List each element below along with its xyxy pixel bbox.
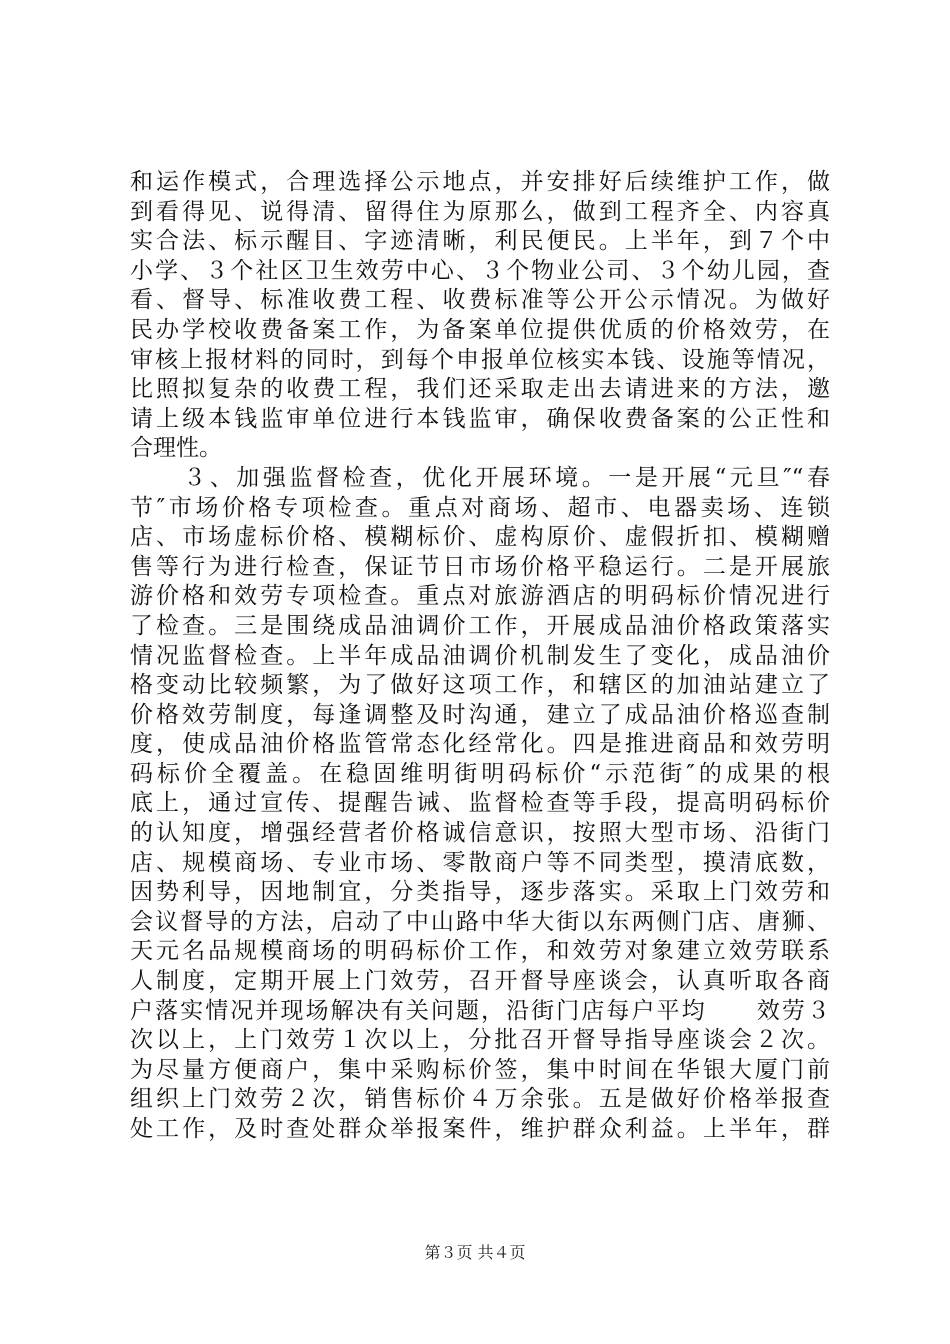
text-line: 度，使成品油价格监管常态化经常化。四是推进商品和效劳明 [130,731,830,758]
text-line: 游价格和效劳专项检查。重点对旅游酒店的明码标价情况进行 [130,583,830,610]
text-line: 节″市场价格专项检查。重点对商场、超市、电器卖场、连锁 [130,494,830,521]
page-footer: 第３页 共４页 [424,1243,526,1262]
text-line: 和运作模式，合理选择公示地点，并安排好后续维护工作，做 [130,169,830,195]
text-line: 的认知度，增强经营者价格诚信意识，按照大型市场、沿街门 [130,820,830,847]
text-line: 合理性。 [130,435,222,462]
text-line: 组织上门效劳２次，销售标价４万余张。五是做好价格举报查 [130,1086,830,1113]
text-line: 为尽量方便商户，集中采购标价签，集中时间在华银大厦门前 [130,1056,830,1083]
text-line: 底上，通过宣传、提醒告诫、监督检查等手段，提高明码标价 [130,790,830,817]
text-line: 因势利导，因地制宜，分类指导，逐步落实。采取上门效劳和 [130,879,830,906]
text-line: 审核上报材料的同时，到每个申报单位核实本钱、设施等情况， [130,346,830,373]
text-line: 售等行为进行检查，保证节日市场价格平稳运行。二是开展旅 [130,553,830,580]
text-line: 处工作，及时查处群众举报案件，维护群众利益。上半年，群 [130,1116,830,1142]
text-line: 请上级本钱监审单位进行本钱监审，确保收费备案的公正性和 [130,405,830,432]
text-line: 了检查。三是围绕成品油调价工作，开展成品油价格政策落实 [130,612,830,639]
text-line: 比照拟复杂的收费工程，我们还采取走出去请进来的方法，邀 [130,376,830,403]
text-line: 看、督导、标准收费工程、收费标准等公开公示情况。为做好 [130,287,830,314]
text-line: 次以上，上门效劳１次以上，分批召开督导指导座谈会２次。 [130,1027,830,1054]
text-line: 店、规模商场、专业市场、零散商户等不同类型，摸清底数， [130,849,830,876]
text-line: 码标价全覆盖。在稳固维明街明码标价“示范街″的成果的根 [130,760,830,787]
text-line: 到看得见、说得清、留得住为原那么，做到工程齐全、内容真 [130,198,830,225]
text-line: 会议督导的方法，启动了中山路中华大街以东两侧门店、唐狮、 [130,908,830,935]
text-line: 人制度，定期开展上门效劳，召开督导座谈会，认真听取各商 [130,968,830,995]
text-line: 价格效劳制度，每逢调整及时沟通，建立了成品油价格巡查制 [130,701,830,728]
text-line: 实合法、标示醒目、字迹清晰，利民便民。上半年，到７个中 [130,228,830,255]
text-line: 民办学校收费备案工作，为备案单位提供优质的价格效劳，在 [130,316,830,343]
text-line: 小学、３个社区卫生效劳中心、３个物业公司、３个幼儿园，查 [130,257,830,284]
text-line: 天元名品规模商场的明码标价工作，和效劳对象建立效劳联系 [130,938,830,965]
text-line: 店、市场虚标价格、模糊标价、虚构原价、虚假折扣、模糊赠 [130,524,830,551]
document-body [130,168,830,1145]
text-line: 格变动比较频繁，为了做好这项工作，和辖区的加油站建立了 [130,672,830,699]
text-line: ３、加强监督检查，优化开展环境。一是开展“元旦″“春 [130,464,830,491]
text-line: 情况监督检查。上半年成品油调价机制发生了变化，成品油价 [130,642,830,669]
text-line: 户落实情况并现场解决有关问题，沿街门店每户平均 效劳３ [130,997,830,1024]
